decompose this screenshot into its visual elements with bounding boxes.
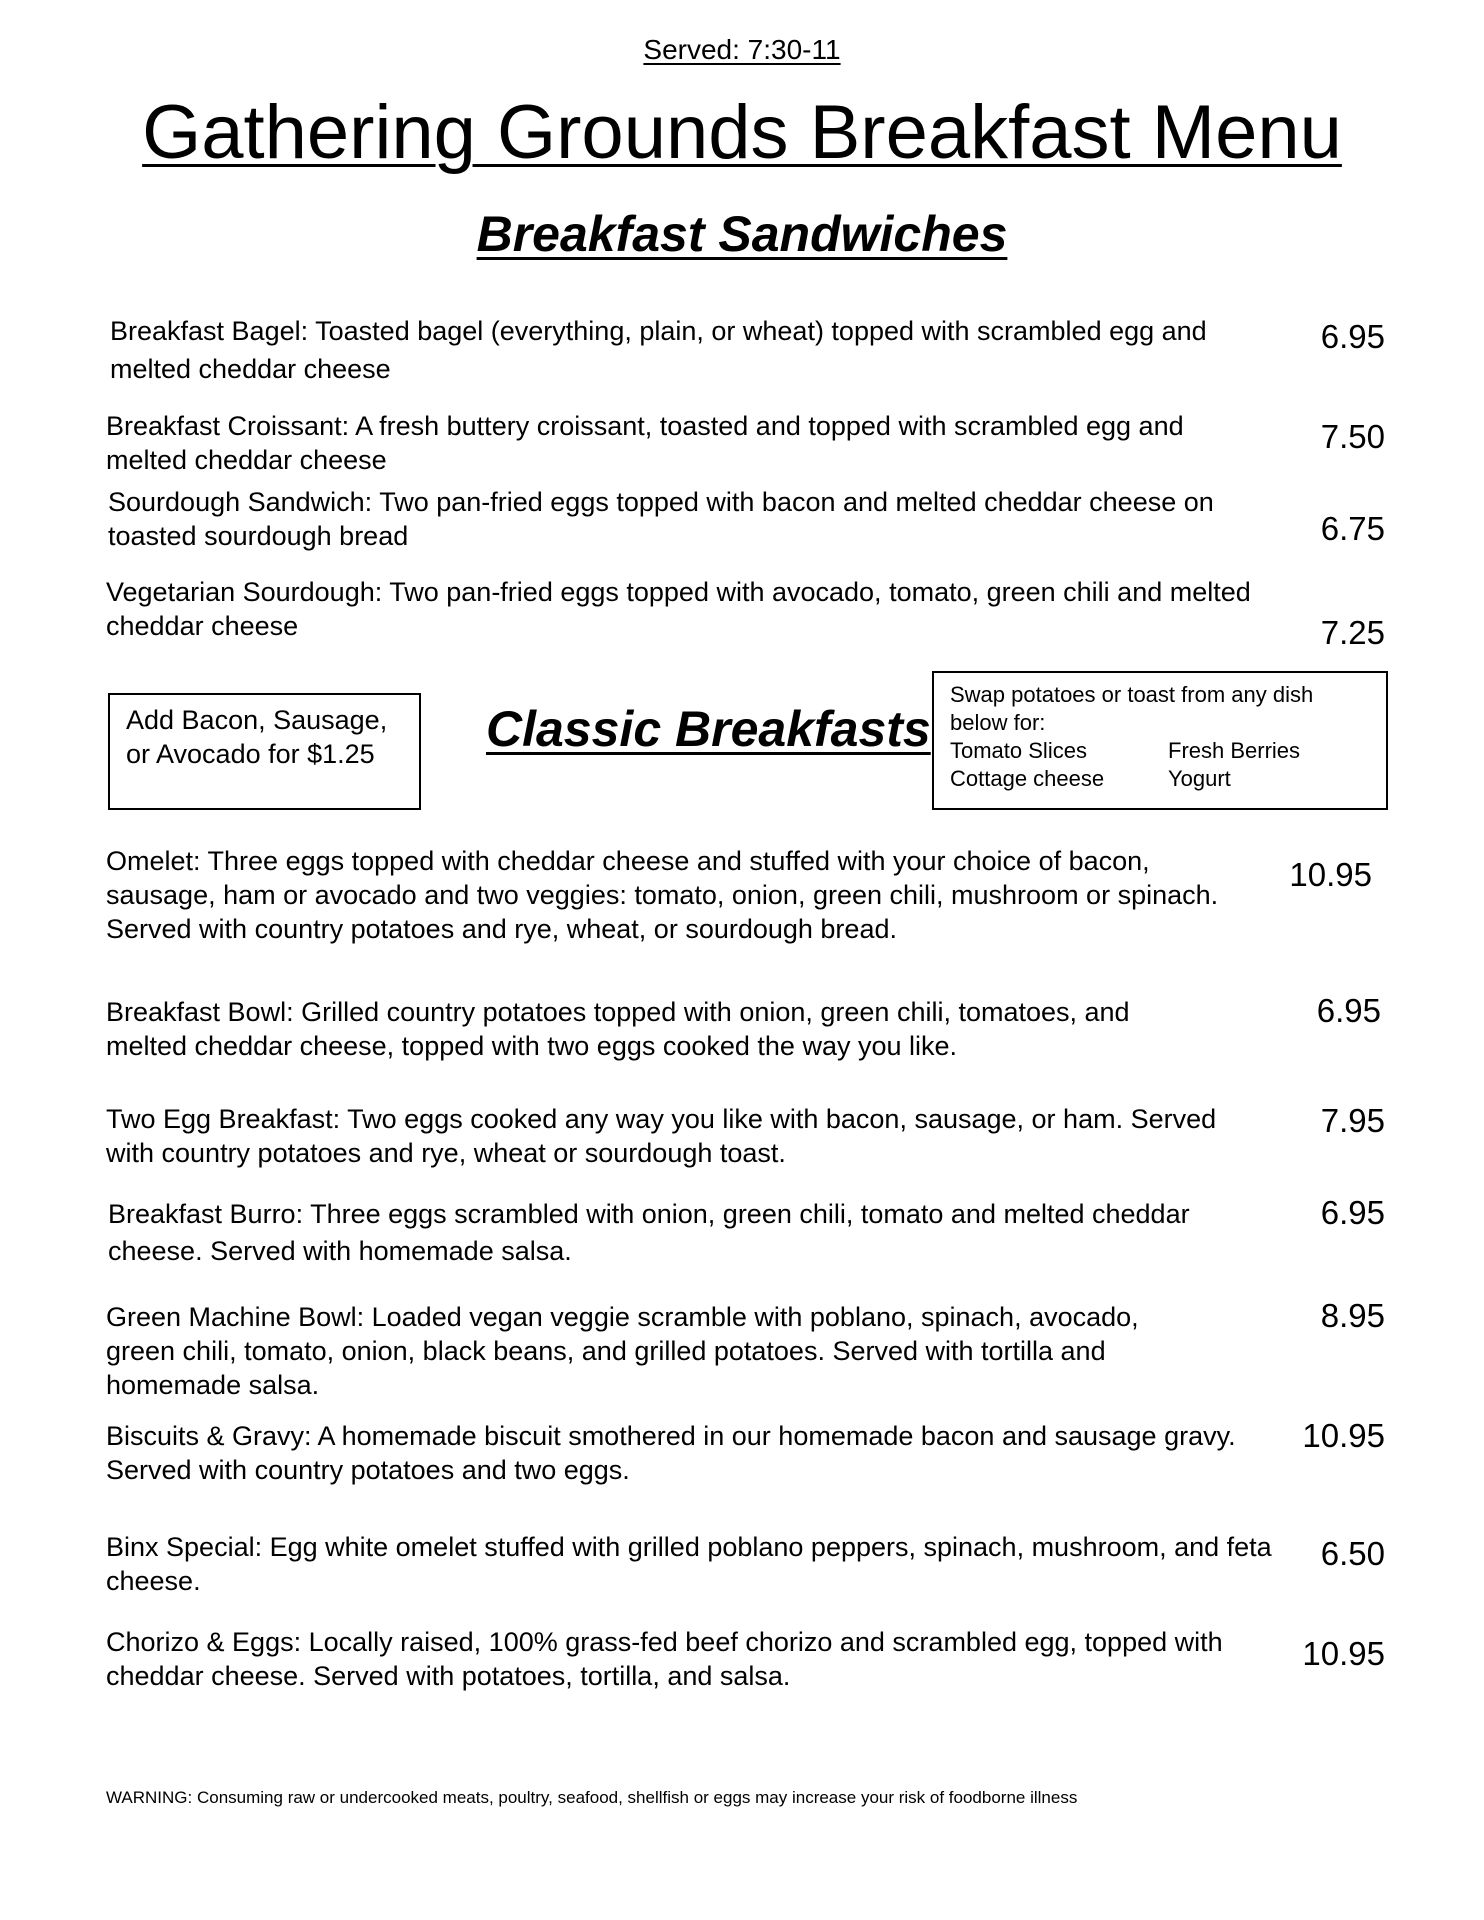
- price-chorizo-eggs: 10.95: [1302, 1635, 1385, 1672]
- menu-item-breakfast-croissant: Breakfast Croissant: A fresh buttery croissant, toasted and topped with scrambled egg and melted cheddar cheese: [106, 411, 1184, 475]
- swap-row: [950, 737, 1370, 765]
- price-green-machine-bowl: 8.95: [1320, 1297, 1385, 1334]
- price-sourdough-sandwich: 6.75: [1320, 510, 1385, 547]
- swap-option: Tomato Slices: [950, 738, 1087, 763]
- price-omelet: 10.95: [1289, 856, 1372, 893]
- addon-box: Add Bacon, Sausage, or Avocado for $1.25: [108, 693, 421, 810]
- swap-box: [932, 671, 1388, 810]
- price-binx-special: 6.50: [1320, 1535, 1385, 1572]
- menu-item-breakfast-bowl: Breakfast Bowl: Grilled country potatoes topped with onion, green chili, tomatoes, and melted cheddar cheese, topped with two eggs cooked the way you like.: [106, 997, 1130, 1061]
- menu-item-green-machine-bowl: Green Machine Bowl: Loaded vegan veggie scramble with poblano, spinach, avocado, green chili, tomato, onion, black beans, and grilled potatoes. Served with tortilla and homemade salsa.: [106, 1302, 1139, 1400]
- price-biscuits-gravy: 10.95: [1302, 1417, 1385, 1454]
- section-heading-classic: Classic Breakfasts: [486, 701, 931, 757]
- price-two-egg-breakfast: 7.95: [1320, 1102, 1385, 1139]
- swap-row: [950, 765, 1370, 793]
- allergy-warning: WARNING: Consuming raw or undercooked meats, poultry, seafood, shellfish or eggs may increase your risk of foodborne illness: [106, 1788, 1078, 1807]
- price-breakfast-bowl: 6.95: [1316, 992, 1381, 1029]
- menu-item-biscuits-gravy: Biscuits & Gravy: A homemade biscuit smothered in our homemade bacon and sausage gravy. Served with country potatoes and two eggs.: [106, 1421, 1236, 1485]
- swap-option: Cottage cheese: [950, 766, 1105, 791]
- section-heading-sandwiches: Breakfast Sandwiches: [476, 206, 1008, 262]
- menu-item-omelet: Omelet: Three eggs topped with cheddar cheese and stuffed with your choice of bacon, sausage, ham or avocado and two veggies: tomato, onion, green chili, mushroom or spinach. Served with country potatoes and rye, wheat, or sourdough bread.: [106, 846, 1219, 944]
- price-breakfast-croissant: 7.50: [1320, 418, 1385, 455]
- price-breakfast-bagel: 6.95: [1320, 318, 1385, 355]
- swap-option: Fresh Berries: [1168, 738, 1301, 763]
- menu-item-binx-special: Binx Special: Egg white omelet stuffed with grilled poblano peppers, spinach, mushroom, and feta cheese.: [106, 1532, 1272, 1596]
- menu-item-chorizo-eggs: Chorizo & Eggs: Locally raised, 100% grass-fed beef chorizo and scrambled egg, topped with cheddar cheese. Served with potatoes, tortilla, and salsa.: [106, 1627, 1223, 1691]
- menu-item-two-egg-breakfast: Two Egg Breakfast: Two eggs cooked any way you like with bacon, sausage, or ham. Served with country potatoes and rye, wheat or sourdough toast.: [106, 1104, 1217, 1168]
- menu-item-breakfast-bagel: Breakfast Bagel: Toasted bagel (everything, plain, or wheat) topped with scrambled egg and melted cheddar cheese: [110, 316, 1207, 384]
- swap-option: Yogurt: [1168, 766, 1231, 791]
- price-breakfast-burro: 6.95: [1320, 1194, 1385, 1231]
- price-vegetarian-sourdough: 7.25: [1320, 614, 1385, 651]
- swap-intro: Swap potatoes or toast from any dish below for:: [950, 682, 1314, 735]
- menu-item-vegetarian-sourdough: Vegetarian Sourdough: Two pan-fried eggs topped with avocado, tomato, green chili and melted cheddar cheese: [106, 577, 1251, 641]
- served-hours: Served: 7:30-11: [643, 34, 841, 65]
- menu-item-breakfast-burro: Breakfast Burro: Three eggs scrambled with onion, green chili, tomato and melted cheddar cheese. Served with homemade salsa.: [108, 1199, 1190, 1266]
- page-title: Gathering Grounds Breakfast Menu: [142, 90, 1342, 175]
- menu-item-sourdough-sandwich: Sourdough Sandwich: Two pan-fried eggs topped with bacon and melted cheddar cheese on toasted sourdough bread: [108, 487, 1214, 551]
